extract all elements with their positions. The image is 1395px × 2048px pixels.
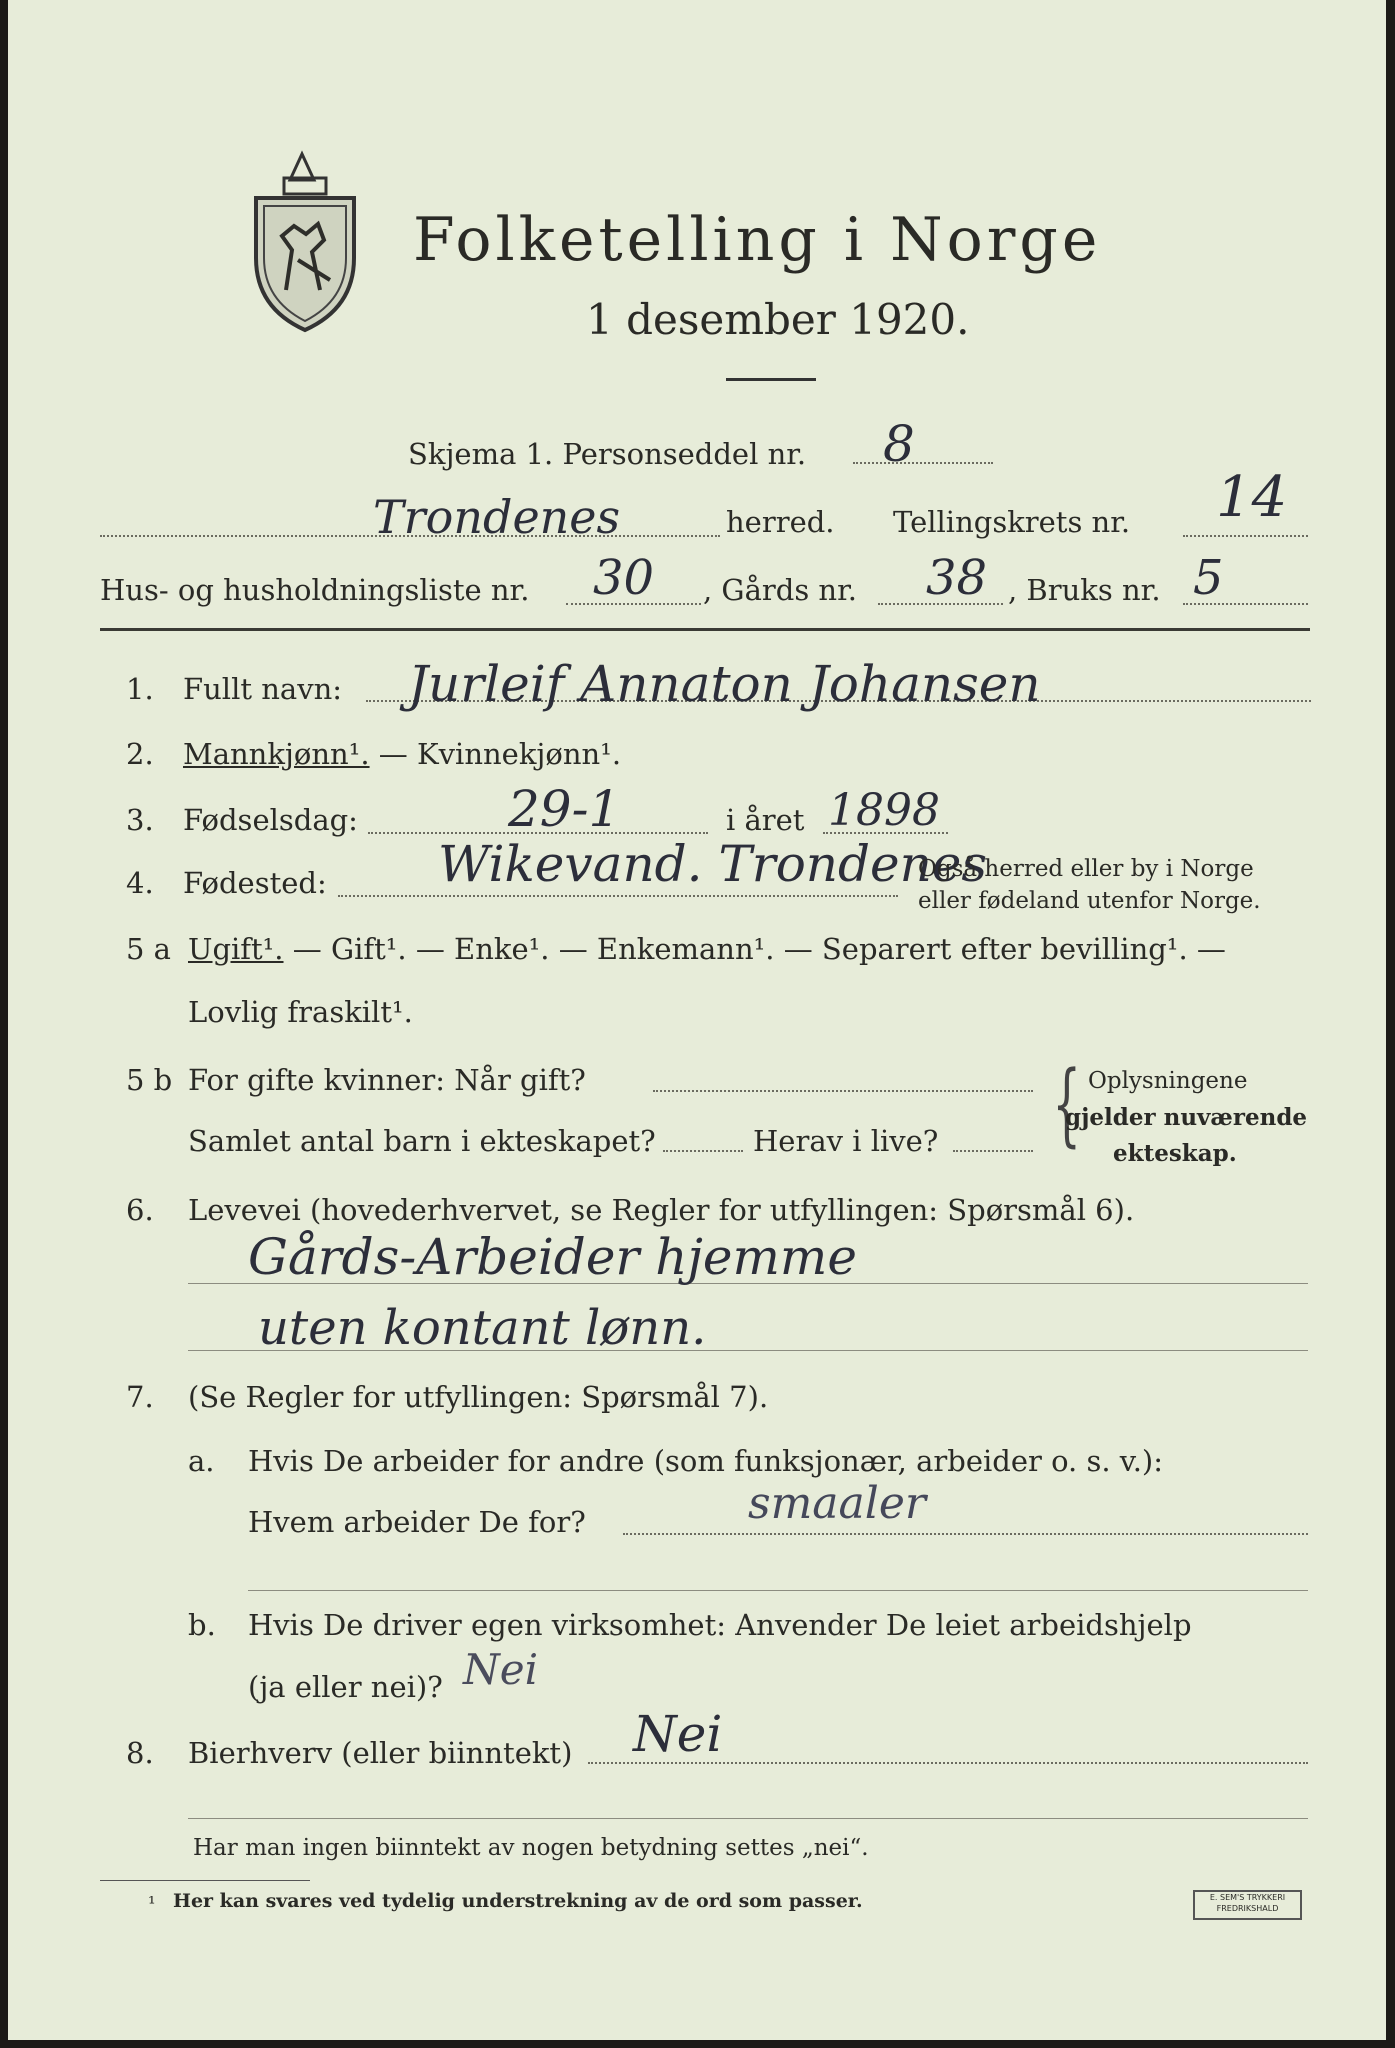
option-lovlig-fraskilt[interactable]: Lovlig fraskilt¹. [188, 995, 413, 1029]
alive-field[interactable] [953, 1150, 1033, 1152]
marital-options [188, 932, 1226, 966]
schema-label: Skjema 1. Personseddel nr. [408, 437, 807, 471]
footer-note: Har man ingen biinntekt av nogen betydning settes „nei“. [193, 1835, 869, 1861]
q7b-number: b. [188, 1608, 216, 1642]
employer-field[interactable] [623, 1533, 1308, 1535]
census-form [8, 0, 1386, 2040]
occupation-value-1: Gårds-Arbeider hjemme [248, 1228, 857, 1286]
q2-number: 2. [126, 737, 154, 771]
coat-of-arms-icon [246, 140, 364, 335]
q7b-label-2: (ja eller nei)? [248, 1670, 443, 1704]
hired-help-value: Nei [463, 1645, 539, 1694]
footnote-divider [100, 1880, 310, 1881]
q7b-label: Hvis De driver egen virksomhet: Anvender De leiet arbeidshjelp [248, 1608, 1192, 1642]
herred-label: herred. [726, 505, 835, 539]
q4-label: Fødested: [183, 866, 327, 900]
children-label: Samlet antal barn i ekteskapet? [188, 1124, 656, 1158]
birthplace-value: Wikevand. Trondenes [438, 835, 988, 893]
q5b-label: For gifte kvinner: Når gift? [188, 1063, 586, 1097]
employer-line-2[interactable] [248, 1590, 1308, 1591]
footnote-text: Her kan svares ved tydelig understrekning av de ord som passer. [173, 1890, 863, 1912]
q5b-note-1: Oplysningene [1088, 1068, 1248, 1094]
tellingskrets-value: 14 [1216, 465, 1288, 530]
tellingskrets-label: Tellingskrets nr. [893, 505, 1131, 539]
year-label: i året [726, 803, 805, 837]
option-ugift[interactable]: Ugift¹. [188, 932, 284, 966]
personseddel-value: 8 [883, 415, 915, 473]
form-date: 1 desember 1920. [586, 295, 970, 344]
q7-label: (Se Regler for utfyllingen: Spørsmål 7). [188, 1380, 769, 1414]
tellingskrets-field[interactable] [1183, 535, 1308, 537]
bruks-label: , Bruks nr. [1008, 573, 1161, 607]
full-name-value: Jurleif Annaton Johansen [408, 655, 1041, 713]
birthday-value: 29-1 [508, 780, 621, 838]
brace-icon: { [1052, 1052, 1081, 1157]
option-male[interactable]: Mannkjønn¹. [183, 737, 370, 771]
q8-label: Bierhverv (eller biinntekt) [188, 1736, 573, 1770]
sex-options [183, 737, 621, 771]
q7-number: 7. [126, 1380, 154, 1414]
municipality-value: Trondenes [373, 490, 621, 544]
hus-label: Hus- og husholdningsliste nr. [100, 573, 530, 607]
children-field[interactable] [663, 1150, 743, 1152]
q4-number: 4. [126, 866, 154, 900]
q5b-note-2: gjelder nuværende [1065, 1104, 1308, 1131]
q7a-number: a. [188, 1444, 215, 1478]
footnote-mark: ¹ [148, 1893, 156, 1915]
title-divider [726, 378, 816, 381]
bruks-value: 5 [1193, 550, 1224, 606]
q6-label: Levevei (hovederhvervet, se Regler for utfyllingen: Spørsmål 6). [188, 1193, 1135, 1227]
q3-label: Fødselsdag: [183, 803, 358, 837]
hus-value: 30 [593, 550, 655, 606]
q6-number: 6. [126, 1193, 154, 1227]
side-income-line-2[interactable] [188, 1818, 1308, 1819]
q7a-label-2: Hvem arbeider De for? [248, 1505, 586, 1539]
gards-value: 38 [926, 550, 988, 606]
side-income-value: Nei [633, 1705, 723, 1763]
sex-separator: — [369, 737, 417, 771]
birthplace-note-1: Også herred eller by i Norge [918, 856, 1254, 882]
marital-other-options[interactable]: — Gift¹. — Enke¹. — Enkemann¹. — Separert efter bevilling¹. — [283, 932, 1226, 966]
form-title: Folketelling i Norge [413, 205, 1102, 275]
married-when-field[interactable] [653, 1090, 1033, 1092]
q5b-number: 5 b [126, 1063, 173, 1097]
personseddel-field[interactable] [853, 462, 993, 464]
occupation-value-2: uten kontant lønn. [258, 1300, 707, 1356]
alive-label: Herav i live? [753, 1124, 939, 1158]
q7a-label: Hvis De arbeider for andre (som funksjonær, arbeider o. s. v.): [248, 1444, 1164, 1478]
header-divider [100, 628, 1310, 631]
q1-number: 1. [126, 672, 154, 706]
employer-value: smaaler [748, 1478, 926, 1529]
option-female[interactable]: Kvinnekjønn¹. [417, 737, 622, 771]
q5a-number: 5 a [126, 932, 171, 966]
q1-label: Fullt navn: [183, 672, 343, 706]
birthplace-field[interactable] [338, 895, 898, 897]
year-value: 1898 [828, 785, 940, 836]
q5b-note-3: ekteskap. [1113, 1140, 1237, 1167]
printer-stamp: E. SEM'S TRYKKERI FREDRIKSHALD [1193, 1890, 1302, 1920]
gards-label: , Gårds nr. [703, 573, 857, 607]
q8-number: 8. [126, 1736, 154, 1770]
q3-number: 3. [126, 803, 154, 837]
birthplace-note-2: eller fødeland utenfor Norge. [918, 888, 1261, 914]
